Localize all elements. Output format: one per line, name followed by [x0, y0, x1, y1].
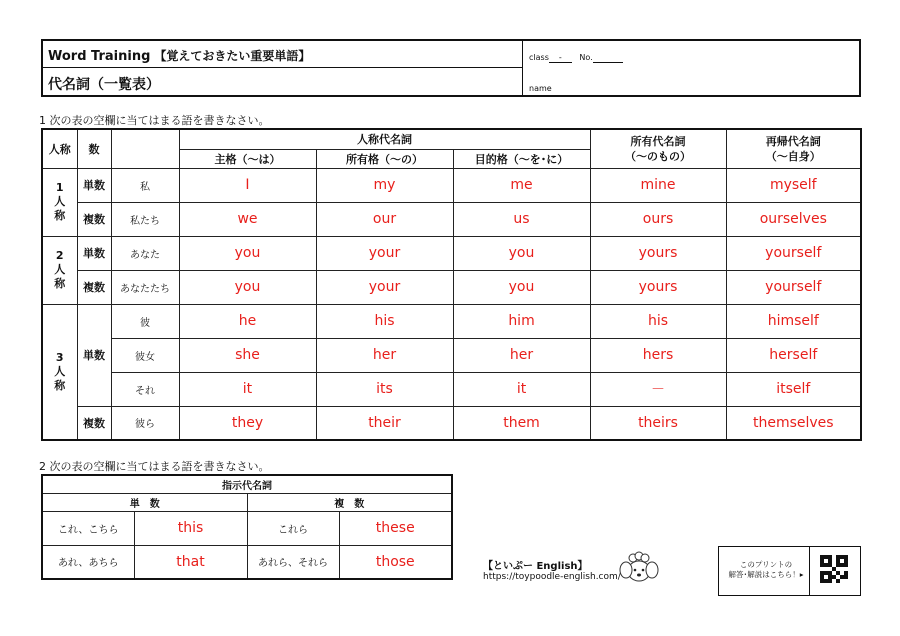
subject-cell: we [179, 202, 316, 236]
reflexive-cell: myself [726, 168, 861, 202]
table-row [42, 511, 452, 545]
object-cell: us [453, 202, 590, 236]
pronoun-table [41, 128, 862, 441]
jp-word: 彼 [111, 304, 179, 338]
possessive-cell: my [316, 168, 453, 202]
possessive-pronoun-cell: mine [590, 168, 726, 202]
jp-word: あれ、あちら [42, 545, 134, 579]
jp-word: これら [247, 511, 339, 545]
subject-cell: it [179, 372, 316, 406]
object-cell: me [453, 168, 590, 202]
singular-header: 単 数 [42, 493, 247, 511]
header-possessive-case: 所有格（～の） [316, 149, 453, 168]
table-row [42, 406, 861, 440]
plural-answer: those [339, 545, 452, 579]
singular-answer: that [134, 545, 247, 579]
subject-cell: I [179, 168, 316, 202]
singular-answer: this [134, 511, 247, 545]
jp-word: あれら、それら [247, 545, 339, 579]
object-cell: you [453, 270, 590, 304]
reflexive-cell: herself [726, 338, 861, 372]
possessive-pronoun-cell: his [590, 304, 726, 338]
object-cell: him [453, 304, 590, 338]
table-row [42, 270, 861, 304]
plural-answer: these [339, 511, 452, 545]
person-2-label: 2 人 称 [42, 236, 77, 304]
object-cell: it [453, 372, 590, 406]
jp-word: 彼ら [111, 406, 179, 440]
possessive-cell: our [316, 202, 453, 236]
question-2: 2 次の表の空欄に当てはまる語を書きなさい。 [39, 460, 270, 473]
singular-label: 単数 [77, 168, 111, 202]
table-row [42, 545, 452, 579]
plural-header: 複 数 [247, 493, 452, 511]
possessive-pronoun-cell: ours [590, 202, 726, 236]
header-personal-pronoun: 人称代名詞 [179, 129, 590, 149]
subject-cell: you [179, 236, 316, 270]
class-number-field[interactable]: class - No. [529, 53, 623, 63]
singular-label: 単数 [77, 236, 111, 270]
possessive-cell: your [316, 236, 453, 270]
jp-word: 私たち [111, 202, 179, 236]
subject-cell: he [179, 304, 316, 338]
demonstrative-title: 指示代名詞 [42, 475, 452, 493]
possessive-pronoun-cell: theirs [590, 406, 726, 440]
reflexive-cell: yourself [726, 270, 861, 304]
reflexive-cell: itself [726, 372, 861, 406]
table-row [42, 372, 861, 406]
worksheet-subtitle: 【覚えておきたい重要単語】 [154, 49, 311, 63]
jp-word: これ、こちら [42, 511, 134, 545]
singular-label: 単数 [77, 304, 111, 406]
reflexive-cell: himself [726, 304, 861, 338]
possessive-cell: your [316, 270, 453, 304]
jp-word: 彼女 [111, 338, 179, 372]
person-3-label: 3 人 称 [42, 304, 77, 440]
jp-word: それ [111, 372, 179, 406]
possessive-pronoun-cell: － [590, 372, 726, 406]
table-row [42, 338, 861, 372]
page-title: 代名詞（一覧表） [48, 77, 160, 93]
brand-name: 【といぷー English】 [483, 561, 588, 572]
header-person: 人称 [42, 129, 77, 168]
possessive-pronoun-cell: yours [590, 270, 726, 304]
demonstrative-table [41, 474, 453, 580]
worksheet-title: Word Training 【覚えておきたい重要単語】 [48, 49, 311, 64]
table-row [42, 168, 861, 202]
person-1-label: 1 人 称 [42, 168, 77, 236]
plural-label: 複数 [77, 202, 111, 236]
answer-link-box[interactable] [718, 546, 861, 596]
header-subject: 主格（～は） [179, 149, 316, 168]
reflexive-cell: yourself [726, 236, 861, 270]
table-row [42, 202, 861, 236]
subject-cell: you [179, 270, 316, 304]
object-cell: you [453, 236, 590, 270]
possessive-cell: their [316, 406, 453, 440]
subject-cell: they [179, 406, 316, 440]
possessive-pronoun-cell: yours [590, 236, 726, 270]
possessive-cell: her [316, 338, 453, 372]
poodle-icon [617, 551, 661, 585]
header-possessive-pronoun: 所有代名詞 （～のもの） [590, 129, 726, 168]
jp-word: あなた [111, 236, 179, 270]
possessive-cell: its [316, 372, 453, 406]
object-cell: them [453, 406, 590, 440]
reflexive-cell: themselves [726, 406, 861, 440]
header-box [41, 39, 861, 97]
header-number: 数 [77, 129, 111, 168]
reflexive-cell: ourselves [726, 202, 861, 236]
possessive-cell: his [316, 304, 453, 338]
object-cell: her [453, 338, 590, 372]
plural-label: 複数 [77, 270, 111, 304]
header-reflexive-pronoun: 再帰代名詞 （～自身） [726, 129, 861, 168]
table-row [42, 304, 861, 338]
qr-code-icon[interactable] [820, 554, 848, 584]
name-field[interactable]: name [529, 84, 552, 93]
jp-word: 私 [111, 168, 179, 202]
header-object: 目的格（～を･に） [453, 149, 590, 168]
question-1: 1 次の表の空欄に当てはまる語を書きなさい。 [39, 114, 270, 127]
brand-block [483, 557, 621, 582]
subject-cell: she [179, 338, 316, 372]
site-url[interactable]: https://toypoodle-english.com/ [483, 572, 621, 582]
table-row [42, 236, 861, 270]
jp-word: あなたたち [111, 270, 179, 304]
plural-label: 複数 [77, 406, 111, 440]
answer-link-text: このプリントの 解答･解説はこちら！▸ [728, 560, 804, 579]
possessive-pronoun-cell: hers [590, 338, 726, 372]
